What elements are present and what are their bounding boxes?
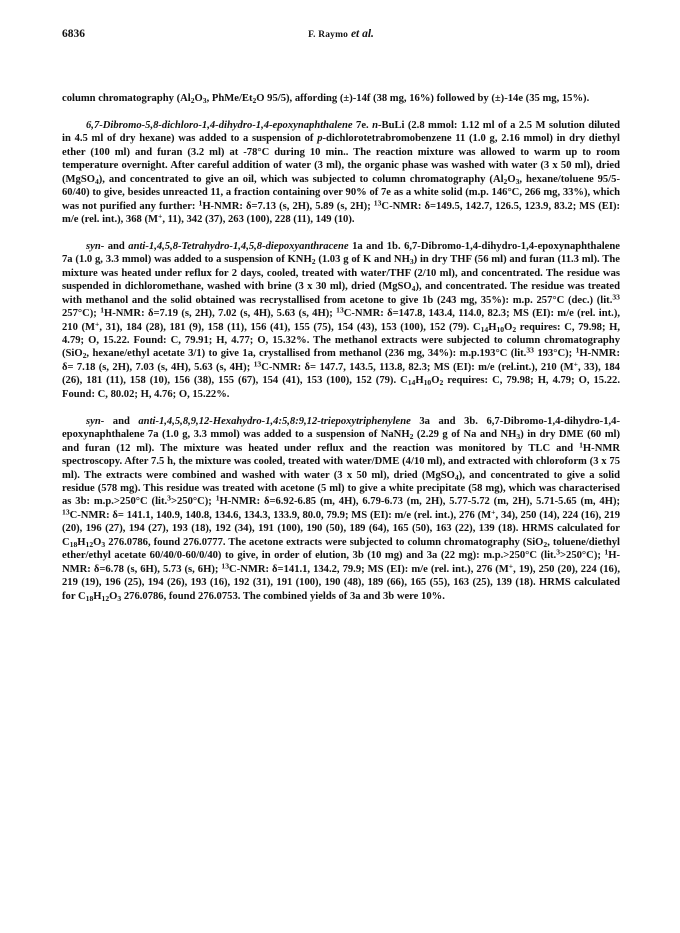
running-header (62, 28, 620, 44)
author-suffix: et al. (348, 28, 374, 40)
page-number: 6836 (62, 28, 85, 40)
paragraph-continuation: column chromatography ($Al_2O_3$, PhMe/$Et_2O$ 95/5), affording (±)-14f (38 mg, 16%) followed by (±)-14e (35 mg, 15%). (62, 93, 590, 105)
running-title (62, 28, 620, 40)
paragraph-compound-3a-3b: syn- and anti-1,4,5,8,9,12-Hexahydro-1,4:5,8:9,12-triepoxytriphenylene 3a and 3b. 6,7-Dibromo-1,4-dihydro-1,4-epoxynaphthalene 7a (1.0 g, 3.3 mmol) was added to a suspension of NaNH$_2$ (2.29 g of Na and $NH_3$) in dry DME (60 ml) and furan (12 ml). The mixture was heated under reflux and the reaction was monitored by TLC and $^1$H-NMR spectroscopy. After 7.5 h, the mixture was cooled, treated with water/DME (4/10 ml), and extracted with chloroform (3 x 75 ml). The extracts were combined and washed with water (3 x 50 ml), dried (MgSO$_4$), and concentrated to give a solid residue (578 mg). This residue was treated with acetone (5 ml) to give a white precipitate (58 mg), which was characterised as 3b: m.p.>250°C (lit.$^3$>250°C); $^1$H-NMR: δ=6.92-6.85 (m, 4H), 6.79-6.73 (m, 2H), 5.77-5.72 (m, 2H), 5.71-5.65 (m, 4H); $^{13}$C-NMR: δ= 141.1, 140.9, 140.8, 134.6, 134.3, 133.9, 80.0, 79.9; MS (EI): m/e (rel. int.), 276 (M+, 34), 250 (14), 224 (16), 219 (20), 196 (27), 194 (27), 193 (18), 192 (34), 191 (100), 190 (50), 189 (64), 165 (50), 163 (22), 139 (18). HRMS calculated for $C_{18}H_{12}O_3$ 276.0786, found 276.0777. The acetone extracts were subjected to column chromatography (SiO$_2$, toluene/diethyl ether/ethyl acetate 60/40/0-60/0/40) to give, in order of elution, 3b (10 mg) and 3a (22 mg): m.p.>250°C (lit.$^3$>250°C); $^1$H-NMR: δ=6.78 (s, 6H), 5.73 (s, 6H); $^{13}$C-NMR: δ=141.1, 134.2, 79.9; MS (EI): m/e (rel. int.), 276 (M+, 19), 250 (20), 224 (16), 219 (19), 196 (25), 194 (26), 193 (16), 192 (31), 191 (100), 190 (48), 189 (66), 165 (55), 163 (25), 139 (18). HRMS calculated for $C_{18}H_{12}O_3$ 276.0786, found 276.0753. The combined yields of 3a and 3b were 10%. (62, 415, 621, 603)
article-body (62, 92, 620, 603)
paragraph-compound-7e: 6,7-Dibromo-5,8-dichloro-1,4-dihydro-1,4-epoxynaphthalene 7e. n-BuLi (2.8 mmol: 1.12 ml of a 2.5 M solution diluted in 4.5 ml of dry hexane) was added to a suspension of p-dichlorotetrabromobenzene 11 (1.0 g, 2.16 mmol) in dry diethyl ether (100 ml) and furan (3.2 ml) at -78°C during 10 min.. The reaction mixture was allowed to warm up to room temperature overnight. After careful addition of water (3 ml), the organic phase was washed with water (3 x 50 ml), dried (MgSO$_4$), and concentrated to give an oil, which was subjected to column chromatography ($Al_2O_3$, hexane/toluene 95/5-60/40) to give, besides unreacted 11, a fraction containing over 90% of 7e as a white solid (m.p. 146°C, 266 mg, 33%), which was not purified any further: $^1$H-NMR: δ=7.13 (s, 2H), 5.89 (s, 2H); $^{13}$C-NMR: δ=149.5, 142.7, 126.5, 123.9, 83.2; MS (EI): m/e (rel. int.), 368 (M+, 11), 342 (37), 263 (100), 228 (11), 149 (10). (62, 119, 621, 226)
paragraph-compound-1a-1b: syn- and anti-1,4,5,8-Tetrahydro-1,4,5,8-diepoxyanthracene 1a and 1b. 6,7-Dibromo-1,4-dihydro-1,4-epoxynaphthalene 7a (1.0 g, 3.3 mmol) was added to a suspension of $KNH_2$ (1.03 g of K and $NH_3$) in dry THF (56 ml) and furan (11.3 ml). The mixture was heated under reflux for 2 days, cooled, treated with water/THF (2/10 ml), and concentrated. The residue was suspended in dichloromethane, washed with brine (3 x 30 ml), dried (MgSO$_4$), and concentrated. The residue was treated with methanol and the solid obtained was recrystallised from acetone to give 1b (243 mg, 35%): m.p. 257°C (dec.) (lit.$^{33}$ 257°C); $^1$H-NMR: δ=7.19 (s, 2H), 7.02 (s, 4H), 5.63 (s, 4H); $^{13}$C-NMR: δ=147.8, 143.4, 114.0, 82.3; MS (EI): m/e (rel. int.), 210 (M+, 31), 184 (28), 181 (9), 158 (11), 156 (41), 155 (75), 154 (43), 153 (100), 152 (79). $C_{14}H_{10}O_2$ requires: C, 79.98; H, 4.79; O, 15.22. Found: C, 79.91; H, 4.77; O, 15.32%. The methanol extracts were subjected to column chromatography (SiO$_2$, hexane/ethyl acetate 3/1) to give 1a, crystallised from methanol (236 mg, 34%): m.p.193°C (lit.$^{33}$ 193°C); $^1$H-NMR: δ= 7.18 (s, 2H), 7.03 (s, 4H), 5.63 (s, 4H); $^{13}$C-NMR: δ= 147.7, 143.5, 113.8, 82.3; MS (EI): m/e (rel.int.), 210 (M+, 33), 184 (26), 181 (11), 158 (10), 156 (38), 155 (67), 154 (41), 153 (100), 152 (79). $C_{14}H_{10}O_2$ requires: C, 79.98; H, 4.79; O, 15.22. Found: C, 80.02; H, 4.76; O, 15.22%. (62, 240, 621, 400)
author-name: F. Raymo (308, 30, 349, 40)
